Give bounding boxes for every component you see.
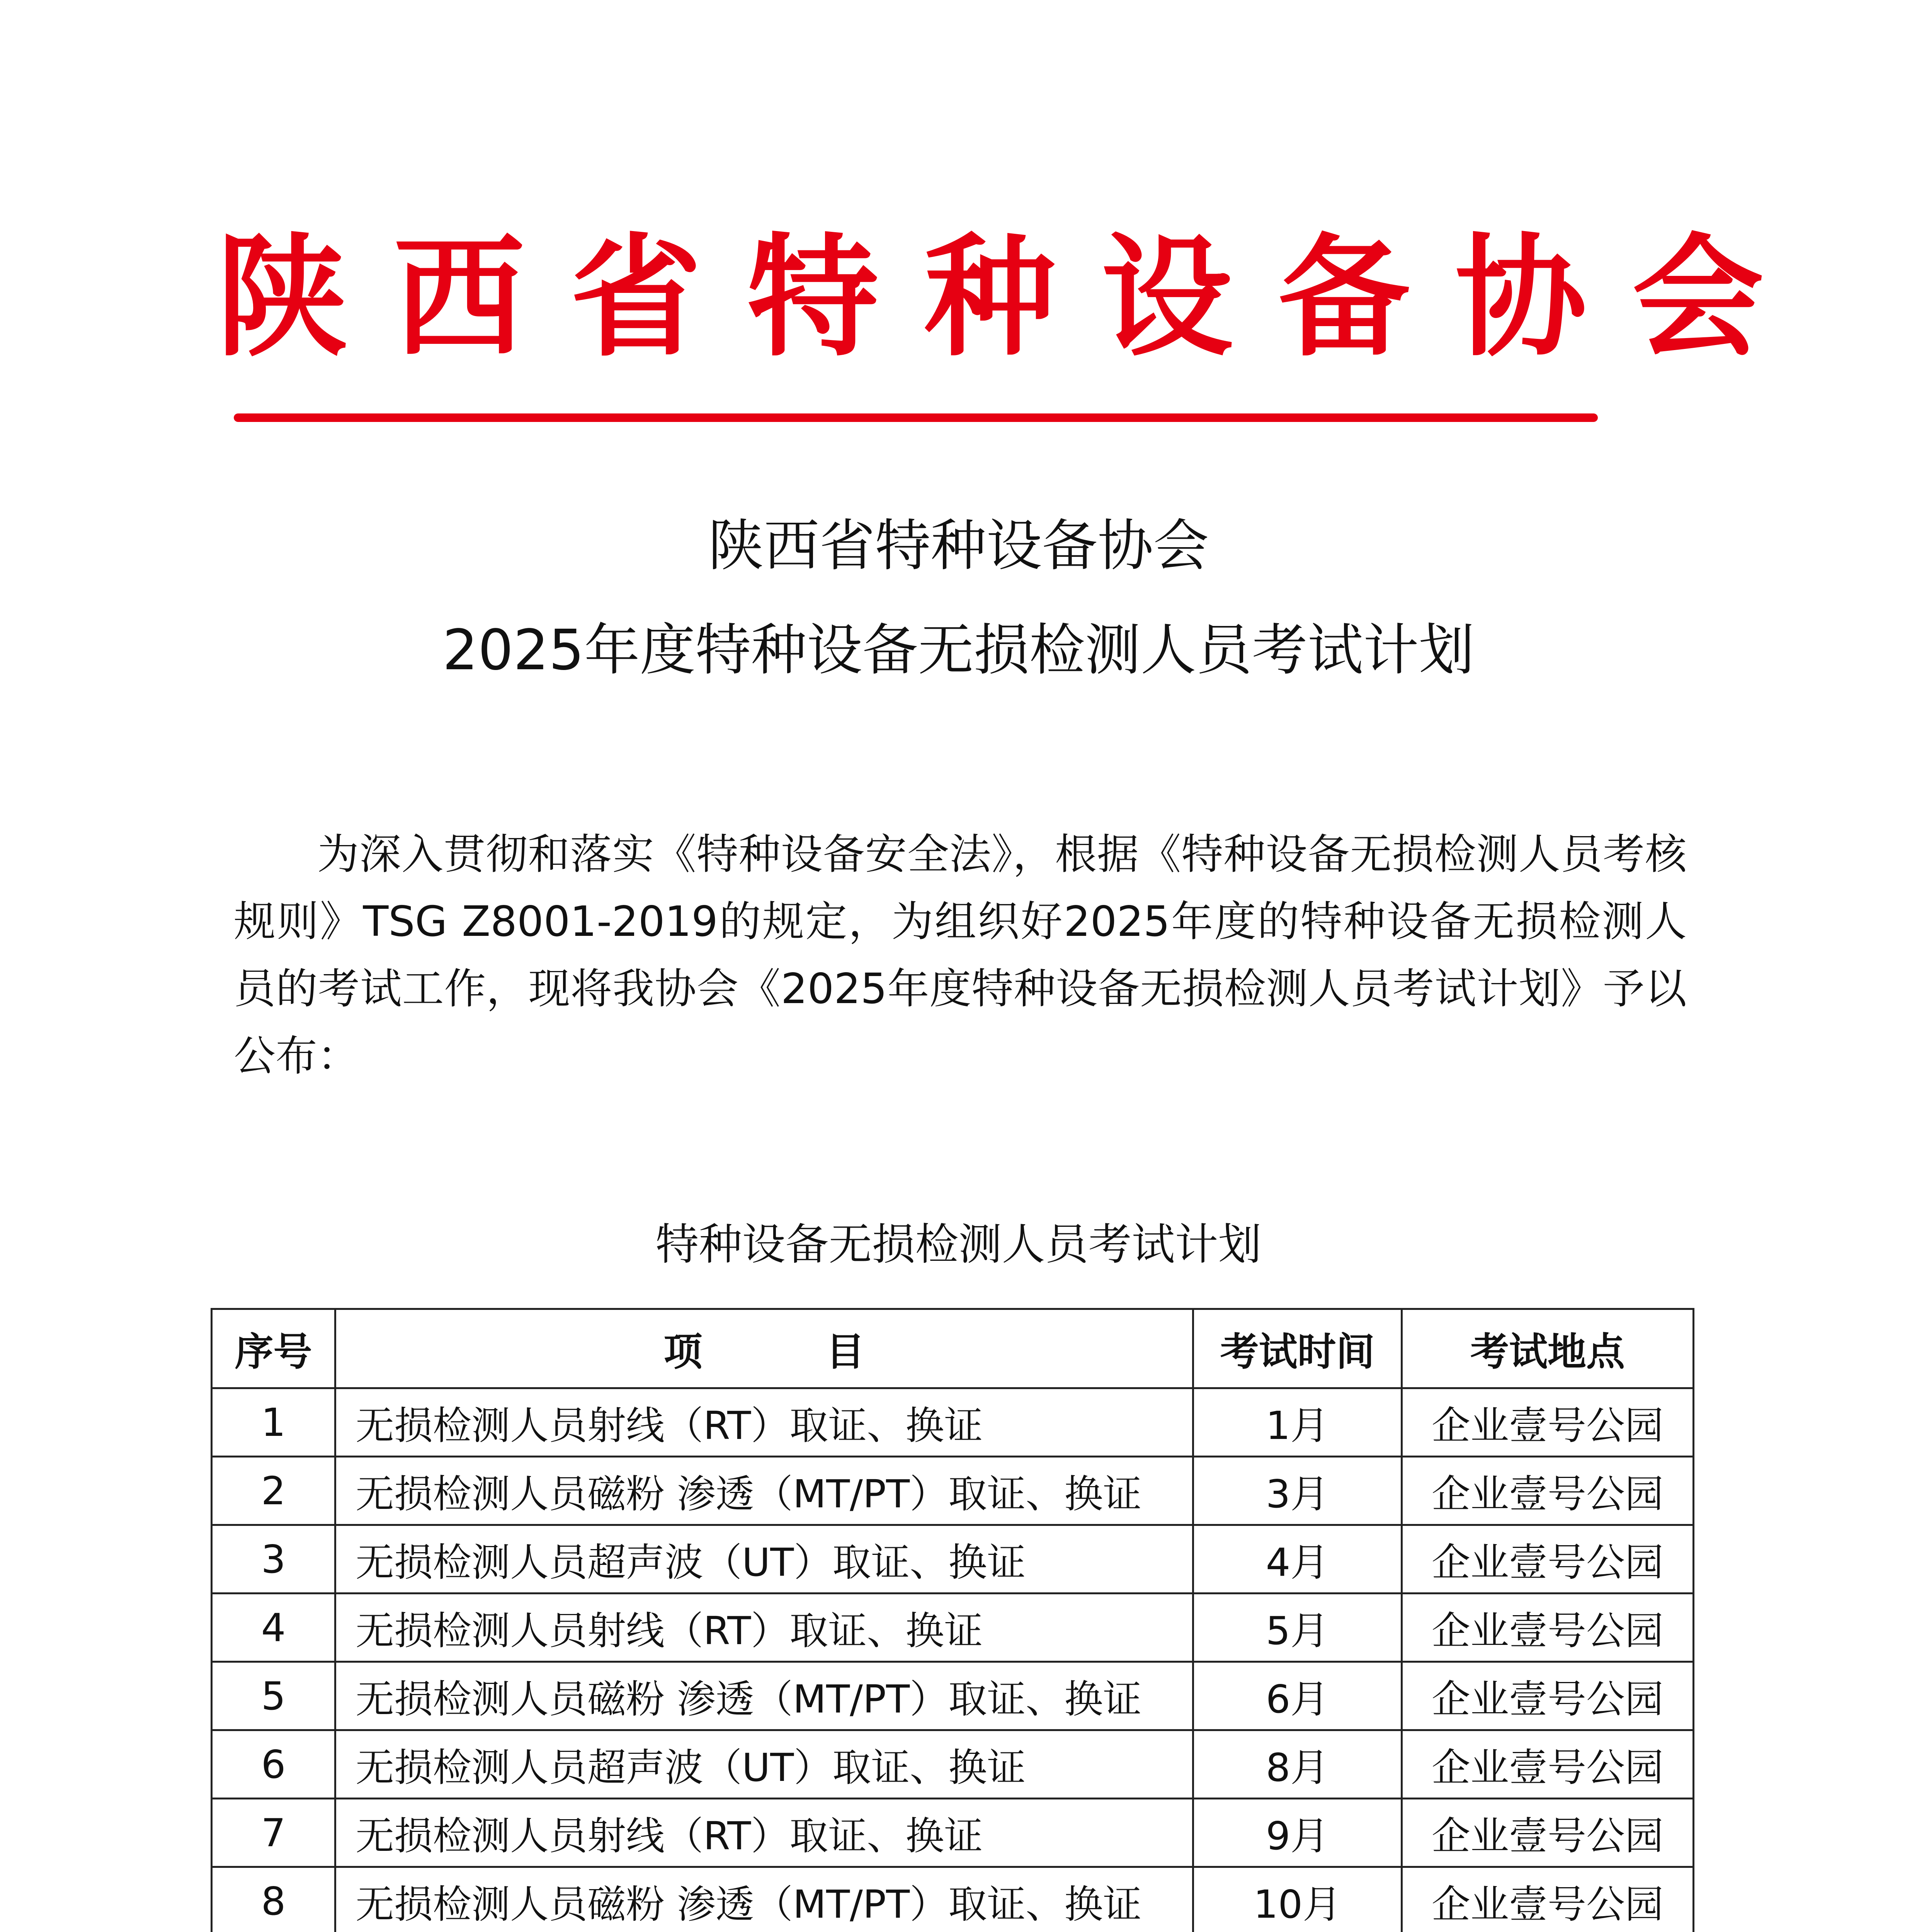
row-place: 企业壹号公园 bbox=[1402, 1594, 1694, 1662]
header-item-part1: 项 bbox=[663, 1329, 703, 1374]
table-row bbox=[212, 1867, 1694, 1932]
table-row bbox=[212, 1525, 1694, 1594]
row-no: 1 bbox=[212, 1388, 335, 1457]
row-time: 3月 bbox=[1193, 1457, 1402, 1525]
row-time: 1月 bbox=[1193, 1388, 1402, 1457]
row-place: 企业壹号公园 bbox=[1402, 1388, 1694, 1457]
header-place: 考试地点 bbox=[1402, 1309, 1694, 1388]
row-time: 4月 bbox=[1193, 1525, 1402, 1594]
table-caption: 特种设备无损检测人员考试计划 bbox=[655, 1219, 1262, 1270]
row-item: 无损检测人员射线（RT）取证、换证 bbox=[335, 1594, 1193, 1662]
header-item bbox=[335, 1309, 1193, 1388]
table-header-row bbox=[212, 1309, 1694, 1388]
table-row bbox=[212, 1799, 1694, 1867]
row-no: 3 bbox=[212, 1525, 335, 1594]
table-row bbox=[212, 1388, 1694, 1457]
header-time: 考试时间 bbox=[1193, 1309, 1402, 1388]
header-item-part2: 目 bbox=[826, 1329, 865, 1374]
row-time: 6月 bbox=[1193, 1662, 1402, 1730]
row-no: 4 bbox=[212, 1594, 335, 1662]
body-paragraph: 为深入贯彻和落实《特种设备安全法》，根据《特种设备无损检测人员考核规则》TSG Z8001-2019的规定，为组织好2025年度的特种设备无损检测人员的考试工作，现将我协会《2025年度特种设备无损检测人员考试计划》予以公布： bbox=[234, 830, 1687, 1080]
row-place: 企业壹号公园 bbox=[1402, 1730, 1694, 1799]
row-item: 无损检测人员磁粉 渗透（MT/PT）取证、换证 bbox=[335, 1457, 1193, 1525]
row-item: 无损检测人员磁粉 渗透（MT/PT）取证、换证 bbox=[335, 1867, 1193, 1932]
row-item: 无损检测人员磁粉 渗透（MT/PT）取证、换证 bbox=[335, 1662, 1193, 1730]
row-place: 企业壹号公园 bbox=[1402, 1662, 1694, 1730]
row-no: 6 bbox=[212, 1730, 335, 1799]
table-row bbox=[212, 1730, 1694, 1799]
row-item: 无损检测人员射线（RT）取证、换证 bbox=[335, 1388, 1193, 1457]
document-title-line2: 2025年度特种设备无损检测人员考试计划 bbox=[442, 617, 1475, 682]
row-no: 8 bbox=[212, 1867, 335, 1932]
row-place: 企业壹号公园 bbox=[1402, 1867, 1694, 1932]
row-no: 5 bbox=[212, 1662, 335, 1730]
row-no: 7 bbox=[212, 1799, 335, 1867]
table-row bbox=[212, 1594, 1694, 1662]
row-time: 10月 bbox=[1193, 1867, 1402, 1932]
row-time: 9月 bbox=[1193, 1799, 1402, 1867]
row-place: 企业壹号公园 bbox=[1402, 1525, 1694, 1594]
row-time: 8月 bbox=[1193, 1730, 1402, 1799]
header-no: 序号 bbox=[212, 1309, 335, 1388]
exam-plan-table bbox=[211, 1308, 1694, 1932]
table-row bbox=[212, 1662, 1694, 1730]
row-place: 企业壹号公园 bbox=[1402, 1457, 1694, 1525]
row-item: 无损检测人员射线（RT）取证、换证 bbox=[335, 1799, 1193, 1867]
row-place: 企业壹号公园 bbox=[1402, 1799, 1694, 1867]
row-no: 2 bbox=[212, 1457, 335, 1525]
letterhead-title: 陕西省特种设备协会 bbox=[216, 220, 1809, 374]
document-title-line1: 陕西省特种设备协会 bbox=[708, 513, 1209, 578]
row-item: 无损检测人员超声波（UT）取证、换证 bbox=[335, 1525, 1193, 1594]
row-item: 无损检测人员超声波（UT）取证、换证 bbox=[335, 1730, 1193, 1799]
row-time: 5月 bbox=[1193, 1594, 1402, 1662]
letterhead-rule bbox=[234, 413, 1598, 422]
table-row bbox=[212, 1457, 1694, 1525]
